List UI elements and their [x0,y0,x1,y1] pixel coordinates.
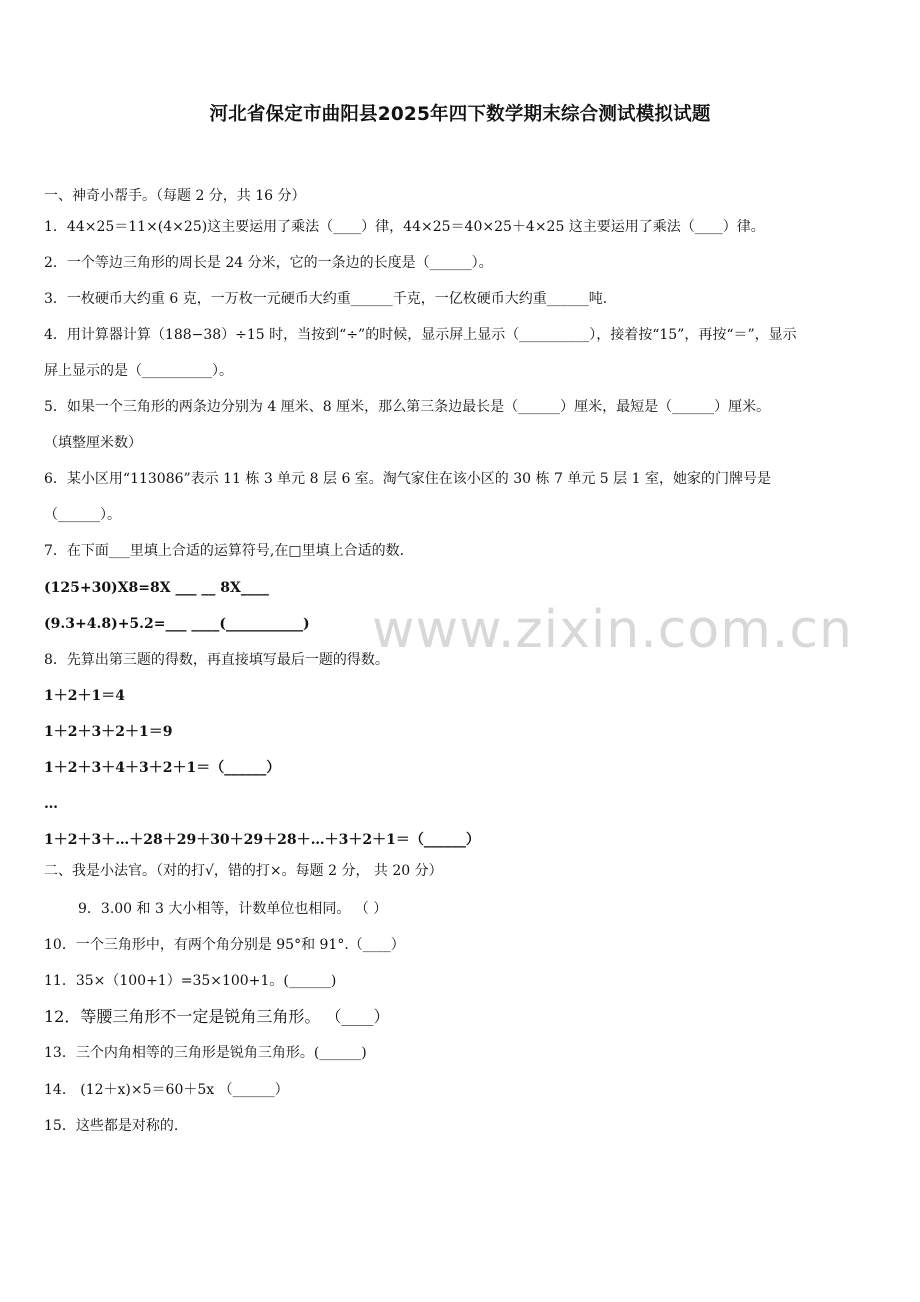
question-6-line-1: 6．某小区用“113086”表示 11 栋 3 单元 8 层 6 室。淘气家住在该小区的 30 栋 7 单元 5 层 1 室，她家的门牌号是 [44,471,771,487]
question-4-line-2: 屏上显示的是（__________）。 [44,363,233,379]
section-2-heading: 二、我是小法官。（对的打√，错的打×。每题 2 分， 共 20 分） [44,863,443,879]
question-7-part-a: (125+30)X8=8X ___ __ 8X____ [44,580,269,596]
question-9: 9．3.00 和 3 大小相等，计数单位也相同。 （ ） [78,901,388,917]
question-1: 1．44×25＝11×(4×25)这主要运用了乘法（____）律，44×25＝40×25＋4×25 这主要运用了乘法（____）律。 [44,219,765,235]
question-10: 10．一个三角形中，有两个角分别是 95°和 91°.（____） [44,937,405,953]
question-11: 11．35×（100+1）=35×100+1。(______) [44,973,337,989]
section-1-heading: 一、神奇小帮手。（每题 2 分，共 16 分） [44,188,306,204]
question-14: 14． (12＋x)×5＝60＋5x （______） [44,1082,289,1098]
question-15: 15．这些都是对称的. [44,1118,179,1134]
question-8-ellipsis: … [44,796,58,812]
question-8: 8．先算出第三题的得数，再直接填写最后一题的得数。 [44,652,389,668]
question-8-row-2: 1＋2＋3＋2＋1＝9 [44,724,173,740]
exam-title: 河北省保定市曲阳县2025年四下数学期末综合测试模拟试题 [209,104,711,125]
question-8-row-3: 1＋2＋3＋4＋3＋2＋1＝（______） [44,760,281,776]
question-7: 7．在下面___里填上合适的运算符号,在□里填上合适的数． [44,543,414,559]
question-8-row-1: 1＋2＋1＝4 [44,688,125,704]
question-3: 3．一枚硬币大约重 6 克，一万枚一元硬币大约重______千克，一亿枚硬币大约重______吨． [44,291,617,307]
question-5-line-2: （填整厘米数） [44,435,142,451]
question-5-line-1: 5．如果一个三角形的两条边分别为 4 厘米、8 厘米，那么第三条边最长是（______）厘米，最短是（______）厘米。 [44,399,771,415]
watermark: www.zixin.com.cn [372,600,853,660]
question-8-row-5: 1＋2＋3＋…＋28＋29＋30＋29＋28＋…＋3＋2＋1＝（______） [44,832,480,848]
question-6-line-2: （______）。 [44,507,121,523]
question-13: 13．三个内角相等的三角形是锐角三角形。(______) [44,1045,367,1061]
question-4-line-1: 4．用计算器计算（188−38）÷15 时，当按到“÷”的时候，显示屏上显示（__________），接着按“15”，再按“＝”，显示 [44,327,797,343]
question-12: 12．等腰三角形不一定是锐角三角形。 （____） [44,1007,390,1026]
question-7-part-b: (9.3+4.8)+5.2=___ ____(___________) [44,616,310,632]
question-2: 2．一个等边三角形的周长是 24 分米，它的一条边的长度是（______）。 [44,255,493,271]
